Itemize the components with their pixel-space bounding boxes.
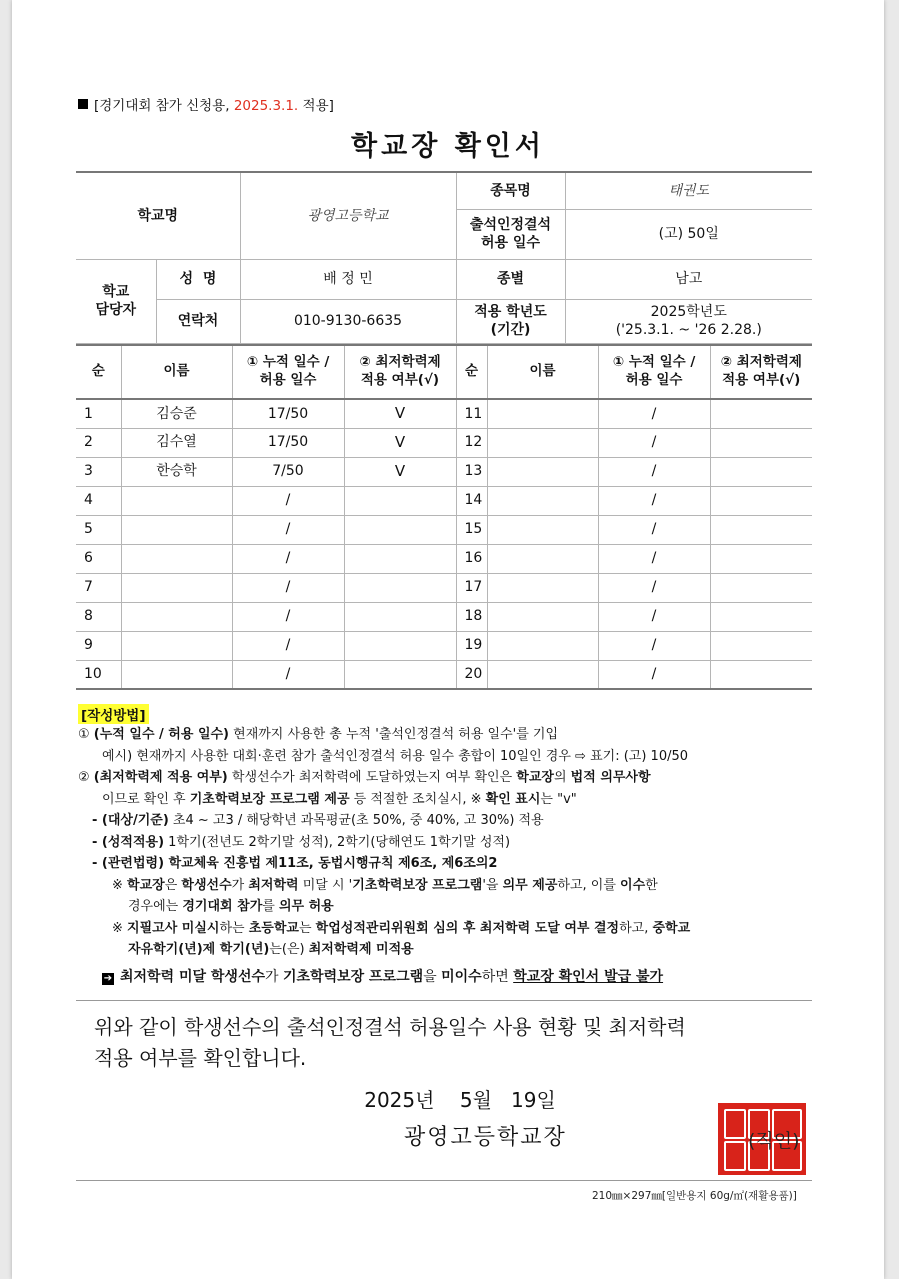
student-name: 김승준 (121, 399, 232, 428)
header-note-date: 2025.3.1. (233, 98, 299, 114)
star-1-c: 은 (164, 877, 182, 893)
student-check (344, 515, 456, 544)
student-no: 17 (456, 573, 487, 602)
school-label: 학교명 (76, 172, 240, 259)
student-check (710, 399, 812, 428)
header-note (78, 94, 334, 114)
star-2-c: 하는 (219, 920, 249, 936)
year-label-1: 적용 학년도 (474, 303, 547, 320)
student-no: 1 (76, 399, 121, 428)
howto-title: [작성방법] (78, 704, 149, 724)
student-days: / (598, 660, 710, 689)
school-value: 광영고등학교 (240, 172, 456, 259)
star-1-a: ※ (112, 877, 128, 893)
date-year: 2025년 (364, 1088, 435, 1112)
last-e: 을 (423, 968, 442, 985)
note-2-l2-d: 확인 표시 (485, 791, 541, 807)
confirm-line-1: 위와 같이 학생선수의 출석인정결석 허용일수 사용 현황 및 최저학력 (94, 1015, 686, 1039)
square-bullet-icon (78, 99, 88, 109)
student-days: 17/50 (232, 399, 344, 428)
student-name (487, 428, 598, 457)
contact-value: 010-9130-6635 (240, 299, 456, 343)
student-name (487, 544, 598, 573)
year-label-2: (기간) (490, 322, 531, 338)
detail-1-bold: - (대상/기준) (92, 813, 169, 828)
note-1-bold: (누적 일수 / 허용 일수) (93, 727, 229, 742)
table-row (76, 631, 812, 660)
date-day: 19일 (511, 1088, 556, 1112)
student-no: 10 (76, 660, 121, 689)
student-table (76, 344, 812, 690)
student-check (710, 544, 812, 573)
student-no: 19 (456, 631, 487, 660)
last-g: 하면 (481, 968, 514, 985)
student-name (121, 486, 232, 515)
student-no: 4 (76, 486, 121, 515)
student-check: V (344, 428, 456, 457)
note-2-bold-b: 학교장 (516, 770, 554, 785)
note-2-l2-a: 이므로 확인 후 (102, 791, 190, 807)
note-1-text: 현재까지 사용한 총 누적 '출석인정결석 허용 일수'를 기입 (229, 727, 559, 742)
year-value-2: ('25.3.1. ~ '26 2.28.) (615, 322, 762, 338)
allowed-days-label-1: 출석인정결석 (469, 216, 552, 233)
gender-label: 종별 (456, 259, 565, 299)
student-days: 7/50 (232, 457, 344, 486)
star-1-i: '을 (482, 877, 503, 893)
student-no: 2 (76, 428, 121, 457)
detail-3-text: 학교체육 진흥법 제11조, 동법시행규칙 제6조, 제6조의2 (164, 856, 498, 871)
student-name (121, 660, 232, 689)
col-min-2nd-1: ② 최저학력제 (720, 354, 802, 371)
col-name: 이름 (121, 345, 232, 399)
last-h: 학교장 확인서 발급 불가 (513, 968, 664, 985)
student-days: / (232, 660, 344, 689)
student-days: / (232, 544, 344, 573)
student-no: 3 (76, 457, 121, 486)
student-no: 15 (456, 515, 487, 544)
note-2-bold: (최저학력제 적용 여부) (93, 770, 228, 785)
student-check (710, 660, 812, 689)
table-row (76, 399, 812, 428)
last-f: 미이수 (441, 968, 482, 985)
note-2-l2-c: 등 적절한 조치실시, ※ (349, 791, 486, 807)
year-value-1: 2025학년도 (650, 303, 727, 320)
header-note-prefix: [경기대회 참가 신청용, (94, 98, 234, 114)
allowed-days-label (456, 209, 565, 259)
note-2-text-c: 의 (553, 770, 571, 785)
student-name (121, 631, 232, 660)
student-name (487, 486, 598, 515)
col-days-2nd-2: 허용 일수 (625, 372, 683, 388)
student-table-header (76, 345, 812, 399)
student-days: / (598, 399, 710, 428)
note-1-mark: ① (78, 727, 90, 742)
manager-label-2: 담당자 (95, 302, 137, 318)
student-no: 12 (456, 428, 487, 457)
star-2-h: 중학교 (652, 920, 691, 936)
note-2-text-a: 학생선수가 최저학력에 도달하였는지 여부 확인은 (227, 770, 517, 785)
student-days: 17/50 (232, 428, 344, 457)
note-2-bold-d: 법적 의무사항 (570, 770, 651, 785)
student-no: 13 (456, 457, 487, 486)
student-no: 20 (456, 660, 487, 689)
student-name (121, 515, 232, 544)
table-row (76, 660, 812, 689)
star-1-k: 하고, 이를 (557, 877, 621, 893)
star-2-l2-c: 최저학력제 미적용 (308, 942, 414, 957)
separator-line (76, 1000, 812, 1001)
star-1-m: 한 (645, 877, 658, 893)
student-days: / (598, 457, 710, 486)
student-days: / (232, 573, 344, 602)
star-1-l2-d: 의무 허용 (278, 899, 334, 914)
col-min-2nd (710, 345, 812, 399)
student-name (487, 660, 598, 689)
info-table (76, 171, 812, 344)
table-row (76, 515, 812, 544)
col-no: 순 (76, 345, 121, 399)
table-row (76, 428, 812, 457)
star-2-l2-a: 자유학기(년)제 학기(년) (128, 942, 270, 957)
student-check: V (344, 457, 456, 486)
student-days: / (232, 602, 344, 631)
last-c: 가 (265, 968, 283, 985)
arrow-box-icon: ➔ (103, 972, 113, 984)
table-row (76, 486, 812, 515)
student-no: 6 (76, 544, 121, 573)
sport-value: 태권도 (565, 172, 812, 209)
student-days: / (598, 515, 710, 544)
student-days: / (232, 631, 344, 660)
student-name (487, 457, 598, 486)
student-check (344, 544, 456, 573)
star-1-l: 이수 (620, 877, 646, 893)
year-value (565, 299, 812, 343)
student-days: / (232, 515, 344, 544)
star-1-l2-b: 경기대회 참가 (182, 899, 263, 914)
col-min-2nd-2: 적용 여부(√) (722, 372, 801, 388)
student-check (710, 631, 812, 660)
allowed-days-value: (고) 50일 (565, 209, 812, 259)
gender-value: 남고 (565, 259, 812, 299)
confirmation-text (94, 1012, 814, 1074)
footer-line (76, 1180, 812, 1181)
col-min-1: ② 최저학력제 (359, 354, 441, 371)
student-check (710, 457, 812, 486)
note-2-l2-b: 기초학력보장 프로그램 제공 (189, 791, 350, 807)
student-days: / (598, 428, 710, 457)
star-2-f: 학업성적관리위원회 심의 후 최저학력 도달 여부 결정 (315, 920, 620, 936)
col-name-2: 이름 (487, 345, 598, 399)
col-days-2: 허용 일수 (259, 372, 317, 388)
star-1-h: 기초학력보장 프로그램 (352, 877, 483, 893)
student-no: 7 (76, 573, 121, 602)
principal-name: 광영고등학교장 (404, 1125, 567, 1150)
star-1-f: 최저학력 (248, 877, 299, 893)
student-check (344, 660, 456, 689)
star-2-l2-b: 는(은) (269, 942, 309, 957)
col-no-2: 순 (456, 345, 487, 399)
student-check (710, 515, 812, 544)
student-no: 14 (456, 486, 487, 515)
student-no: 18 (456, 602, 487, 631)
student-name (121, 573, 232, 602)
detail-2-text: 1학기(전년도 2학기말 성적), 2학기(당해연도 1학기말 성적) (164, 834, 511, 850)
seal-label: (직인) (748, 1130, 800, 1152)
sport-label: 종목명 (456, 172, 565, 209)
student-check (344, 602, 456, 631)
student-name: 김수열 (121, 428, 232, 457)
student-check (344, 573, 456, 602)
star-1-d: 학생선수 (181, 877, 232, 893)
star-2-e: 는 (298, 920, 316, 936)
instructions (78, 724, 818, 988)
col-min-2: 적용 여부(√) (360, 372, 440, 388)
detail-1-text: 초4 ~ 고3 / 해당학년 과목평균(초 50%, 중 40%, 고 30%) 적용 (168, 813, 544, 828)
student-days: / (598, 573, 710, 602)
student-days: / (598, 602, 710, 631)
star-1-e: 가 (231, 877, 249, 893)
detail-3-bold: - (관련법령) (92, 856, 165, 871)
student-days: / (598, 486, 710, 515)
star-1-l2-a: 경우에는 (128, 899, 183, 914)
student-days: / (598, 544, 710, 573)
student-check (344, 486, 456, 515)
detail-2-bold: - (성적적용) (92, 834, 165, 850)
manager-label (76, 259, 156, 343)
name-label: 성 명 (156, 259, 240, 299)
table-row (76, 457, 812, 486)
student-check (710, 602, 812, 631)
last-b: 학생선수 (210, 968, 266, 985)
table-row (76, 544, 812, 573)
star-1-g: 미달 시 ' (298, 877, 353, 893)
student-name (121, 602, 232, 631)
note-2-mark: ② (78, 770, 90, 785)
student-no: 9 (76, 631, 121, 660)
col-min (344, 345, 456, 399)
star-1-l2-c: 를 (262, 899, 279, 914)
note-1-example: 예시) 현재까지 사용한 대회·훈련 참가 출석인정결석 허용 일수 총합이 10일인 경우 ⇨ 표기: (고) 10/50 (102, 748, 689, 764)
table-row (76, 602, 812, 631)
star-2-d: 초등학교 (248, 920, 299, 936)
student-name (487, 602, 598, 631)
star-1-j: 의무 제공 (502, 877, 558, 893)
year-label (456, 299, 565, 343)
contact-label: 연락처 (156, 299, 240, 343)
note-2-l2-e: 는 "v" (540, 791, 577, 807)
allowed-days-label-2: 허용 일수 (481, 235, 540, 251)
star-1-b: 학교장 (127, 877, 165, 893)
student-name (487, 631, 598, 660)
manager-label-1: 학교 (102, 283, 130, 300)
student-name: 한승학 (121, 457, 232, 486)
last-d: 기초학력보장 프로그램 (283, 968, 424, 985)
student-name (487, 515, 598, 544)
last-a: 최저학력 미달 (120, 968, 211, 985)
student-no: 5 (76, 515, 121, 544)
paper-spec: 210㎜×297㎜[일반용지 60g/㎡(재활용품)] (592, 1190, 797, 1202)
star-2-g: 하고, (619, 920, 653, 936)
student-check (344, 631, 456, 660)
student-no: 11 (456, 399, 487, 428)
star-2-b: 지필고사 미실시 (127, 920, 220, 936)
student-days: / (598, 631, 710, 660)
student-name (121, 544, 232, 573)
student-check (710, 573, 812, 602)
header-note-suffix: 적용] (298, 98, 334, 114)
col-days-2nd-1: ① 누적 일수 / (612, 354, 696, 371)
table-row (76, 573, 812, 602)
student-check (710, 428, 812, 457)
document-page (12, 0, 884, 1279)
student-check: V (344, 399, 456, 428)
confirm-line-2: 적용 여부를 확인합니다. (94, 1046, 307, 1070)
student-name (487, 399, 598, 428)
col-days-2nd (598, 345, 710, 399)
student-days: / (232, 486, 344, 515)
student-check (710, 486, 812, 515)
student-no: 8 (76, 602, 121, 631)
col-days (232, 345, 344, 399)
name-value: 배 정 민 (240, 259, 456, 299)
student-no: 16 (456, 544, 487, 573)
page-title: 학교장 확인서 (351, 131, 545, 162)
date-month: 5월 (459, 1088, 492, 1112)
col-days-1: ① 누적 일수 / (246, 354, 330, 371)
star-2-a: ※ (112, 920, 128, 936)
student-name (487, 573, 598, 602)
